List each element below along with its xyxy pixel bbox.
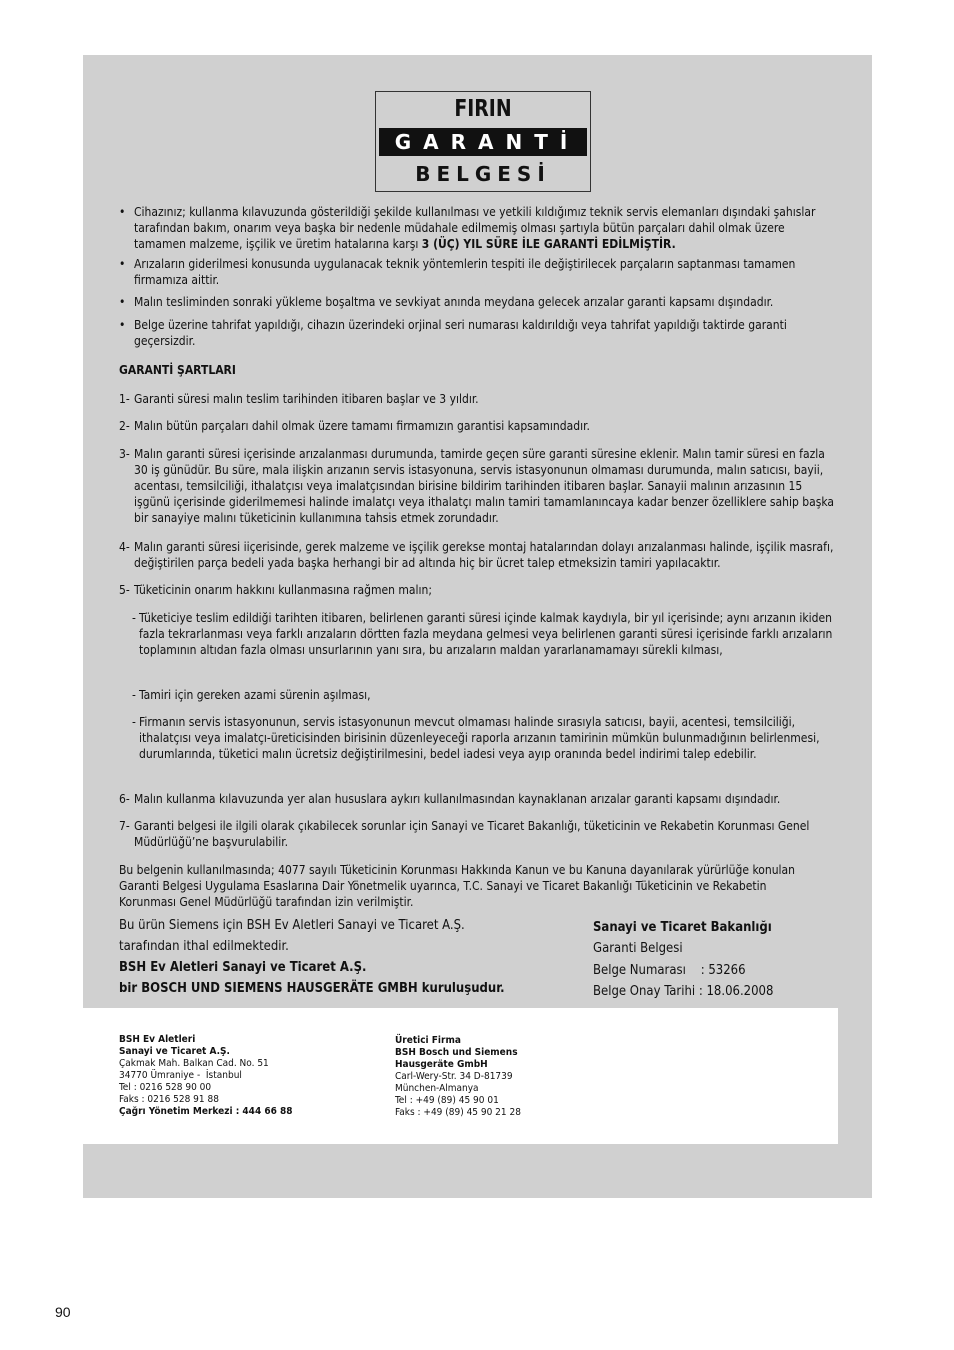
bullet-2: Arızaların giderilmesi konusunda uygulanacak teknik yöntemlerin tespiti ile değiştirilecek parçaların saptanması tamamen firmamıza aittir.	[134, 257, 796, 287]
condition-number: 5-	[119, 583, 130, 597]
bullet-3: Malın tesliminden sonraki yükleme boşaltma ve sevkiyat anında meydana gelecek arızalar garanti kapsamı dışındadır.	[134, 295, 774, 309]
condition-5: Tüketicinin onarım hakkını kullanmasına rağmen malın;	[134, 583, 433, 597]
subcondition-dash: -	[132, 611, 136, 625]
bullet-dot: •	[119, 318, 126, 332]
import-line-2: tarafından ithal edilmektedir.	[119, 939, 289, 954]
bullet-dot: •	[119, 205, 126, 219]
ministry-line-3: Belge Onay Tarihi : 18.06.2008	[593, 984, 774, 999]
subcondition-dash: -	[132, 715, 136, 729]
importer-line: Çağrı Yönetim Merkezi : 444 66 88	[119, 1106, 293, 1117]
title-garanti: GARANTİ	[379, 128, 587, 156]
title-firin: FIRIN	[454, 96, 512, 122]
manufacturer-line: Üretici Firma	[395, 1035, 461, 1046]
condition-1: Garanti süresi malın teslim tarihinden itibaren başlar ve 3 yıldır.	[134, 392, 479, 406]
condition-number: 2-	[119, 419, 130, 433]
subcondition-2: Tamiri için gereken azami sürenin aşılması,	[139, 688, 371, 702]
conditions-title: GARANTİ ŞARTLARI	[119, 363, 236, 377]
importer-line: Çakmak Mah. Balkan Cad. No. 51	[119, 1058, 269, 1069]
subcondition-dash: -	[132, 688, 136, 702]
bullet-1: Cihazınız; kullanma kılavuzunda gösterildiği şekilde kullanılması ve yetkili kıldığımız teknik servis elemanları dışındaki şahıslar tarafından bakım, onarım veya başka bir nedenle müdahale edilmemiş olması şartıyla bütün parçaları dahil olmak üzere tamamen malzeme, işçilik ve üretim hatalarına karşı 3 (ÜÇ) YIL SÜRE İLE GARANTİ EDİLMİŞTİR.	[134, 205, 816, 251]
condition-number: 3-	[119, 447, 130, 461]
manufacturer-address	[395, 1035, 521, 1119]
import-line-1: Bu ürün Siemens için BSH Ev Aletleri Sanayi ve Ticaret A.Ş.	[119, 918, 465, 933]
manufacturer-line: Faks : +49 (89) 45 90 21 28	[395, 1107, 521, 1118]
condition-6: Malın kullanma kılavuzunda yer alan hususlara aykırı kullanılmasından kaynaklanan arızalar garanti kapsamı dışındadır.	[134, 792, 781, 806]
manufacturer-line: Hausgeräte GmbH	[395, 1059, 488, 1070]
importer-address	[119, 1034, 293, 1118]
page-number: 90	[55, 1304, 71, 1320]
ministry-line-2: Belge Numarası : 53266	[593, 963, 746, 978]
bullet-dot: •	[119, 295, 126, 309]
condition-number: 7-	[119, 819, 130, 833]
ministry-line-1: Garanti Belgesi	[593, 941, 683, 956]
manufacturer-line: BSH Bosch und Siemens	[395, 1047, 518, 1058]
importer-line: Faks : 0216 528 91 88	[119, 1094, 219, 1105]
bullet-4: Belge üzerine tahrifat yapıldığı, cihazın üzerindeki orjinal seri numarası kaldırıldığı veya tahrifat yapıldığı taktirde garanti geçersizdir.	[134, 318, 787, 348]
condition-4: Malın garanti süresi iiçerisinde, gerek malzeme ve işçilik gerekse montaj hatalarından dolayı arızalanması halinde, işçilik masrafı, değiştirilen parça bedeli yada başka herhangi bir ad altında hiç bir ücret talep etmeksizin tamiri yapılacaktır.	[134, 540, 834, 570]
condition-7: Garanti belgesi ile ilgili olarak çıkabilecek sorunlar için Sanayi ve Ticaret Bakanlığı, tüketicinin ve Rekabetin Korunması Genel Müdürlüğü’ne başvurulabilir.	[134, 819, 810, 849]
title-box	[375, 91, 591, 192]
import-line-3: BSH Ev Aletleri Sanayi ve Ticaret A.Ş.	[119, 960, 367, 975]
import-line-4: bir BOSCH UND SIEMENS HAUSGERÄTE GMBH kuruluşudur.	[119, 981, 505, 996]
bullet-dot: •	[119, 257, 126, 271]
condition-3: Malın garanti süresi içerisinde arızalanması durumunda, tamirde geçen süre garanti süresine eklenir. Malın tamir süresi en fazla 30 iş günüdür. Bu süre, mala ilişkin arızanın servis istasyonuna, servis istasyonunun olmaması durumunda, malın satıcısı, bayii, acentası, temsilciliği, ithalatçısı veya imalatçısından birisine bildirim tarihinden itibaren başlar. Sanayii malının arızasının 15 işgünü içerisinde giderilmemesi halinde imalatçı veya ithalatçı malın tamiri tamamlanıncaya kadar benzer özelliklere sahip başka bir sanayiye malını tüketicinin kullanımına tahsis etmek zorundadır.	[134, 447, 835, 525]
condition-2: Malın bütün parçaları dahil olmak üzere tamamı firmamızın garantisi kapsamındadır.	[134, 419, 590, 433]
legal-paragraph: Bu belgenin kullanılmasında; 4077 sayılı Tüketicinin Korunması Hakkında Kanun ve bu Kanuna dayanılarak yürürlüğe konulan Garanti Belgesi Uygulama Esaslarına Dair Yönetmelik uyarınca, T.C. Sanayi ve Ticaret Bakanlığı Tüketicinin ve Rekabetin Korunması Genel Müdürlüğü tarafından izin verilmiştir.	[119, 863, 796, 909]
condition-number: 4-	[119, 540, 130, 554]
manufacturer-line: Carl-Wery-Str. 34 D-81739	[395, 1071, 513, 1082]
importer-line: BSH Ev Aletleri	[119, 1034, 196, 1045]
importer-line: 34770 Ümraniye - İstanbul	[119, 1070, 242, 1081]
subcondition-3: Firmanın servis istasyonunun, servis istasyonunun mevcut olmaması halinde sırasıyla satıcısı, bayii, acentesi, temsilciliği, ithalatçısı veya imalatçı-üreticisinden birisinin düzenleyeceği raporla arızanın tamirinin mümkün bulunmadığının belirlenmesi, durumlarında, tüketici malın ücretsiz değiştirilmesini, bedel iadesi veya ayıp oranında bedel indirimi talep edebilir.	[139, 715, 820, 761]
condition-number: 6-	[119, 792, 130, 806]
ministry-title: Sanayi ve Ticaret Bakanlığı	[593, 920, 772, 935]
condition-number: 1-	[119, 392, 130, 406]
importer-line: Sanayi ve Ticaret A.Ş.	[119, 1046, 230, 1057]
importer-line: Tel : 0216 528 90 00	[119, 1082, 212, 1093]
subcondition-1: Tüketiciye teslim edildiği tarihten itibaren, belirlenen garanti süresi içinde kalmak kaydıyla, bir yıl içerisinde; aynı arızanın ikiden fazla tekrarlanması veya farklı arızaların dörtten fazla meydana gelmesi veya belirlenen garanti süresi içerisinde farklı arızaların toplamının altıdan fazla olması unsurlarının yanı sıra, bu arızaların maldan yararlanamamayı sürekli kılması,	[139, 611, 833, 657]
manufacturer-line: München-Almanya	[395, 1083, 479, 1094]
manufacturer-line: Tel : +49 (89) 45 90 01	[395, 1095, 499, 1106]
title-belgesi: BELGESİ	[415, 162, 551, 186]
